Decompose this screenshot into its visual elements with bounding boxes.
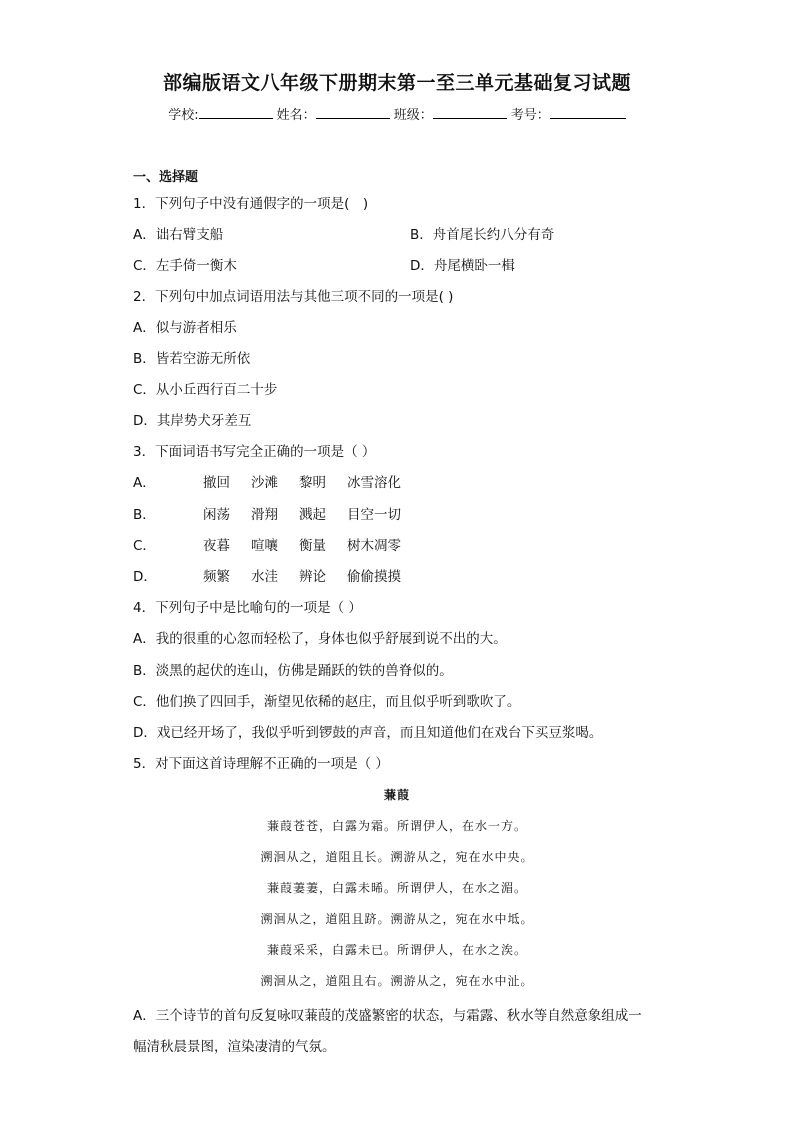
number-blank[interactable]: [550, 106, 626, 119]
option-word: 撤回: [203, 475, 230, 491]
question-1-option-b[interactable]: B．舟首尾长约八分有奇: [410, 227, 555, 243]
option-word: 辨论: [299, 569, 326, 585]
question-3-option-d[interactable]: [133, 565, 401, 585]
option-letter: B．: [133, 507, 156, 523]
question-4-option-d[interactable]: D．戏已经开场了，我似乎听到锣鼓的声音，而且知道他们在戏台下买豆浆喝。: [133, 725, 603, 741]
option-word: 夜暮: [203, 538, 230, 554]
question-4-stem: 4．下列句子中是比喻句的一项是（ ）: [133, 600, 362, 616]
question-2-option-d[interactable]: D．其岸势犬牙差互: [133, 413, 252, 429]
school-label: 学校:: [168, 108, 199, 123]
option-word: 滑翔: [251, 507, 278, 523]
poem-line: 溯洄从之，道阻且跻。溯游从之，宛在水中坻。: [260, 912, 534, 926]
option-letter: D．: [133, 569, 157, 585]
option-word: 黎明: [299, 475, 326, 491]
number-label: 考号：: [510, 108, 550, 123]
option-word: 树木凋零: [347, 538, 401, 554]
question-5-option-a-continued[interactable]: 幅清秋晨景图，渲染凄清的气氛。: [133, 1039, 336, 1055]
class-blank[interactable]: [433, 106, 507, 119]
option-word: 水洼: [251, 569, 278, 585]
name-blank[interactable]: [316, 106, 390, 119]
question-3-stem: 3．下面词语书写完全正确的一项是（ ）: [133, 444, 376, 460]
question-3-option-b[interactable]: [133, 503, 401, 523]
class-label: 班级：: [393, 108, 433, 123]
poem-title: 蒹葭: [383, 788, 410, 802]
page-title: 部编版语文八年级下册期末第一至三单元基础复习试题: [162, 72, 631, 94]
question-3-option-c[interactable]: [133, 534, 401, 554]
option-word: 频繁: [203, 569, 230, 585]
option-word: 沙滩: [251, 475, 278, 491]
question-4-option-b[interactable]: B．淡黑的起伏的连山，仿佛是踊跃的铁的兽脊似的。: [133, 663, 453, 679]
option-word: 溅起: [299, 507, 326, 523]
option-word: 偷偷摸摸: [347, 569, 401, 585]
option-word: 闲荡: [203, 507, 230, 523]
question-2-option-c[interactable]: C．从小丘西行百二十步: [133, 382, 278, 398]
question-2-option-b[interactable]: B．皆若空游无所依: [133, 351, 251, 367]
question-4-option-a[interactable]: A．我的很重的心忽而轻松了，身体也似乎舒展到说不出的大。: [133, 631, 507, 647]
poem-line: 溯洄从之，道阻且长。溯游从之，宛在水中央。: [260, 850, 534, 864]
question-2-stem: 2．下列句中加点词语用法与其他三项不同的一项是( ): [133, 289, 454, 305]
section-title: 一、选择题: [133, 170, 199, 185]
question-4-option-c[interactable]: C．他们换了四回手，渐望见依稀的赵庄，而且似乎听到歌吹了。: [133, 694, 521, 710]
poem-line: 蒹葭苍苍，白露为霜。所谓伊人，在水一方。: [266, 819, 527, 833]
option-word: 冰雪溶化: [347, 475, 401, 491]
question-1-option-d[interactable]: D．舟尾横卧一楫: [410, 258, 515, 274]
question-1-stem: 1．下列句子中没有通假字的一项是( ): [133, 196, 369, 212]
poem-line: 溯洄从之，道阻且右。溯游从之，宛在水中沚。: [260, 974, 534, 988]
option-letter: A．: [133, 475, 156, 491]
poem-line: 蒹葭萋萋，白露未晞。所谓伊人，在水之湄。: [266, 881, 527, 895]
question-5-stem: 5．对下面这首诗理解不正确的一项是（ ）: [133, 756, 389, 772]
question-1-option-c[interactable]: C．左手倚一衡木: [133, 258, 237, 274]
option-word: 目空一切: [347, 507, 401, 523]
question-5-option-a[interactable]: A．三个诗节的首句反复咏叹蒹葭的茂盛繁密的状态，与霜露、秋水等自然意象组成一: [133, 1008, 642, 1024]
question-2-option-a[interactable]: A．似与游者相乐: [133, 320, 237, 336]
question-1-option-a[interactable]: A．诎右臂支船: [133, 227, 224, 243]
poem-line: 蒹葭采采，白露未已。所谓伊人，在水之涘。: [266, 943, 527, 957]
question-3-option-a[interactable]: [133, 471, 401, 491]
option-word: 喧嚷: [251, 538, 278, 554]
option-letter: C．: [133, 538, 156, 554]
school-blank[interactable]: [199, 106, 273, 119]
name-label: 姓名：: [276, 108, 316, 123]
student-info-row: [0, 104, 794, 123]
option-word: 衡量: [299, 538, 326, 554]
